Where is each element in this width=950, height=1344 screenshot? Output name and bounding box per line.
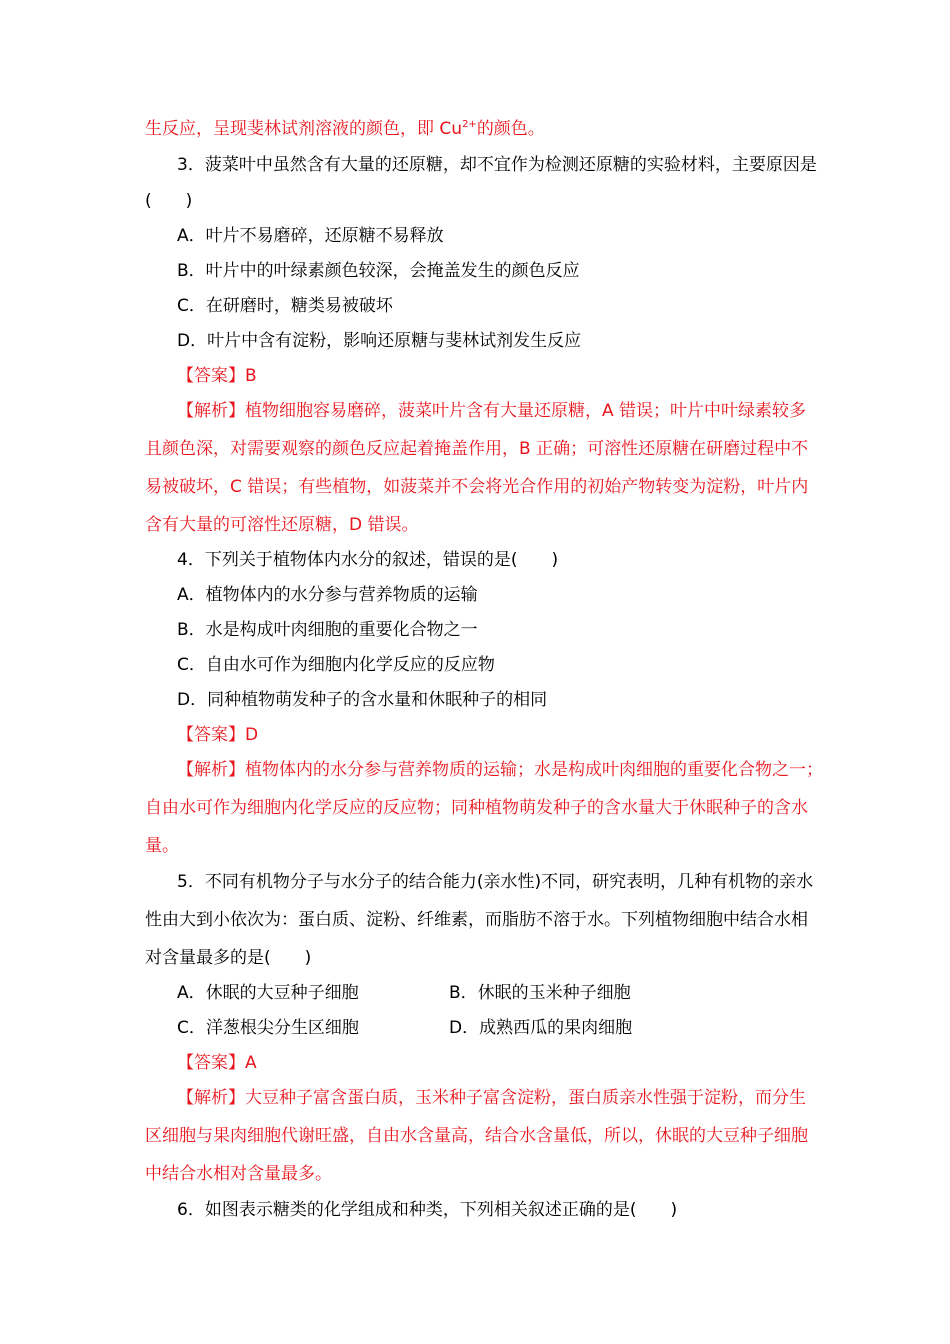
question-5-stem-line-2: 性由大到小依次为：蛋白质、淀粉、纤维素，而脂肪不溶于水。下列植物细胞中结合水相 — [145, 910, 808, 930]
question-5-answer: 【答案】A — [177, 1053, 257, 1073]
question-5-stem-line-1: 5．不同有机物分子与水分子的结合能力(亲水性)不同，研究表明，几种有机物的亲水 — [177, 872, 814, 892]
question-5-option-c: C．洋葱根尖分生区细胞 — [177, 1018, 359, 1038]
question-3-explanation-line-3: 易被破坏，C 错误；有些植物，如菠菜并不会将光合作用的初始产物转变为淀粉，叶片内 — [145, 477, 809, 497]
question-4-option-c: C．自由水可作为细胞内化学反应的反应物 — [177, 655, 495, 675]
question-5-option-b: B．休眠的玉米种子细胞 — [449, 983, 631, 1003]
question-4-stem: 4．下列关于植物体内水分的叙述，错误的是( ) — [177, 550, 559, 570]
question-5-option-d: D．成熟西瓜的果肉细胞 — [449, 1018, 633, 1038]
question-4-answer: 【答案】D — [177, 725, 259, 745]
question-3-explanation-line-4: 含有大量的可溶性还原糖，D 错误。 — [145, 515, 419, 535]
question-4-option-b: B．水是构成叶肉细胞的重要化合物之一 — [177, 620, 478, 640]
question-5-explanation-line-1: 【解析】大豆种子富含蛋白质，玉米种子富含淀粉，蛋白质亲水性强于淀粉，而分生 — [177, 1088, 806, 1108]
question-3-option-c: C．在研磨时，糖类易被破坏 — [177, 296, 393, 316]
question-5-options-row-1 — [177, 981, 631, 1005]
prev-explanation-text: 生反应，呈现斐林试剂溶液的颜色，即 Cu — [145, 119, 463, 139]
ion-charge-superscript: 2+ — [462, 119, 477, 130]
question-3-explanation-line-1: 【解析】植物细胞容易磨碎，菠菜叶片含有大量还原糖，A 错误；叶片中叶绿素较多 — [177, 401, 807, 421]
question-3-option-a: A．叶片不易磨碎，还原糖不易释放 — [177, 226, 444, 246]
question-3-stem: 3．菠菜叶中虽然含有大量的还原糖，却不宜作为检测还原糖的实验材料，主要原因是 — [177, 155, 817, 175]
question-3-paren: ( ) — [145, 191, 193, 211]
question-4-explanation-line-3: 量。 — [145, 836, 179, 856]
question-4-explanation-line-1: 【解析】植物体内的水分参与营养物质的运输；水是构成叶肉细胞的重要化合物之一； — [177, 760, 823, 780]
question-4-option-a: A．植物体内的水分参与营养物质的运输 — [177, 585, 478, 605]
question-3-answer: 【答案】B — [177, 366, 257, 386]
prev-explanation-end — [145, 117, 545, 141]
question-3-explanation-line-2: 且颜色深，对需要观察的颜色反应起着掩盖作用，B 正确；可溶性还原糖在研磨过程中不 — [145, 439, 809, 459]
question-6-stem: 6．如图表示糖类的化学组成和种类，下列相关叙述正确的是( ) — [177, 1200, 678, 1220]
question-5-stem-line-3: 对含量最多的是( ) — [145, 948, 312, 968]
question-4-explanation-line-2: 自由水可作为细胞内化学反应的反应物；同种植物萌发种子的含水量大于休眠种子的含水 — [145, 798, 808, 818]
question-5-option-a: A．休眠的大豆种子细胞 — [177, 983, 359, 1003]
question-3-option-b: B．叶片中的叶绿素颜色较深，会掩盖发生的颜色反应 — [177, 261, 580, 281]
question-5-explanation-line-3: 中结合水相对含量最多。 — [145, 1164, 332, 1184]
question-5-explanation-line-2: 区细胞与果肉细胞代谢旺盛，自由水含量高，结合水含量低，所以，休眠的大豆种子细胞 — [145, 1126, 808, 1146]
question-3-option-d: D．叶片中含有淀粉，影响还原糖与斐林试剂发生反应 — [177, 331, 582, 351]
prev-explanation-tail: 的颜色。 — [476, 119, 545, 139]
question-4-option-d: D．同种植物萌发种子的含水量和休眠种子的相同 — [177, 690, 548, 710]
question-5-options-row-2 — [177, 1016, 633, 1040]
